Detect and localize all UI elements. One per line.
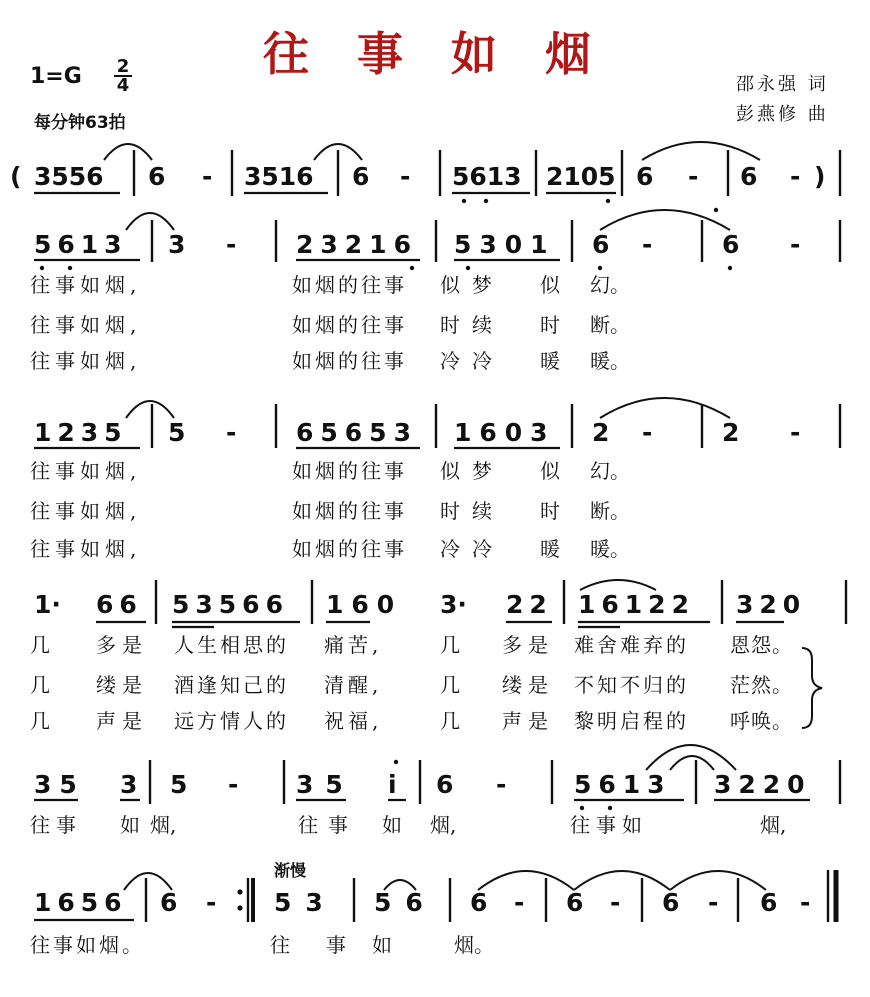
low-octave-dot [68,266,72,270]
lyricist-credit: 邵永强 词 [736,74,829,95]
lyric: 祝福, [324,709,383,733]
lyric: 如烟的往事 [292,313,407,337]
slur [670,871,766,890]
note-group: 56 [374,888,437,917]
note-group: 23216 [296,230,418,259]
lyric: 声是 [96,709,148,733]
tempo-marking: 每分钟63拍 [34,113,126,133]
note-group: 1603 [454,418,556,447]
lyric: 痛苦, [324,633,383,657]
low-octave-dot [410,266,414,270]
lyric: 往事 [30,813,82,837]
lyric: 似 [540,459,560,483]
note-group: 65653 [296,418,418,447]
note: 6 [592,230,610,259]
composer-credit: 彭燕修 曲 [736,104,829,125]
dash: - [226,230,237,259]
note: 2 [722,418,740,447]
lyric: 往事如烟, [30,273,142,297]
lyric: 暖。 [590,349,630,373]
lyric: 暖。 [590,537,630,561]
note-group: 320 [736,590,807,619]
lyric: 时 [540,499,560,523]
lyric: 烟, [760,813,787,837]
lyric: 酒逢知己的 [174,673,289,697]
lyric: 幻。 [590,273,630,297]
dash: - [688,162,699,191]
note-dotted: 3· [440,590,467,619]
slur [580,580,656,590]
low-octave-dot [728,266,732,270]
low-octave-dot [714,208,718,212]
lyric: 暖 [540,537,560,561]
lyric: 似梦 [440,273,504,297]
dash: - [496,770,507,799]
lyric: 多是 [502,633,554,657]
lyric: 似 [540,273,560,297]
note-group: 2105 [546,162,616,191]
low-octave-dot [580,806,584,810]
lyric: 断。 [590,499,630,523]
repeat-dot [237,889,242,894]
lyric: 远方情人的 [174,709,289,733]
slur [104,144,152,160]
note: 6 [160,888,178,917]
note-group: 160 [326,590,403,619]
note-group: 5613 [34,230,128,259]
lyric: 几 [30,633,50,657]
lyric: 多是 [96,633,148,657]
lyric: 往事如烟, [30,459,142,483]
slur [642,142,760,160]
dash: - [400,162,411,191]
note: 6 [352,162,370,191]
lyric: 声是 [502,709,554,733]
lyric: 几 [30,709,50,733]
slur [600,398,730,418]
note-group: 22 [506,590,553,619]
note-group: 66 [96,590,143,619]
note-group: 5301 [454,230,556,259]
lyric: 清醒, [324,673,383,697]
lyric: 往事 [298,813,358,837]
lyric: 时 [540,313,560,337]
note-group: 16122 [578,590,695,619]
lyric: 似梦 [440,459,504,483]
lyric: 烟。 [454,933,494,957]
time-denominator: 4 [116,75,130,96]
lyric: 冷冷 [440,349,504,373]
lyric: 人生相思的 [174,633,289,657]
note: 6 [470,888,488,917]
lyric: 几 [440,633,460,657]
lyric: 断。 [590,313,630,337]
dash: - [202,162,213,191]
low-octave-dot [466,266,470,270]
dash: - [708,888,719,917]
note: 2 [592,418,610,447]
song-title: 往 事 如 烟 [262,27,608,81]
slur [574,871,670,890]
lyric: 如烟的往事 [292,349,407,373]
note: 6 [566,888,584,917]
lyric: 如烟的往事 [292,499,407,523]
note: 3 [168,230,186,259]
note-group: 3220 [714,770,812,799]
paren-open: ( [10,162,22,191]
note: 6 [436,770,454,799]
low-octave-dot [598,266,602,270]
note-group: 3516 [244,162,314,191]
note-group: 3556 [34,162,104,191]
lyric: 烟, [150,813,177,837]
note-group: 53 [274,888,337,917]
slur [646,745,736,770]
note-group: 35 [296,770,355,799]
note-group: 5613 [574,770,672,799]
time-numerator: 2 [116,56,130,77]
key-label: 1=G [30,64,82,89]
lyric: 如 [120,813,140,837]
lyric: 往事如 [570,813,648,837]
note-group: 1656 [34,888,128,917]
dash: - [790,230,801,259]
repeat-dot [237,905,242,910]
lyric: 往事如烟, [30,537,142,561]
paren-close: ) [814,162,826,191]
slur [126,401,174,418]
note: 3 [120,770,138,799]
lyric: 冷冷 [440,537,504,561]
note: 6 [636,162,654,191]
dash: - [642,418,653,447]
lyric: 难舍难弃的 [574,633,689,657]
lyric: 事 [326,933,346,957]
lyric: 如烟的往事 [292,537,407,561]
lyric: 几 [440,673,460,697]
lyric: 不知不归的 [574,673,689,697]
lyric: 暖 [540,349,560,373]
lyric: 时续 [440,313,504,337]
lyric: 恩怨。 [730,633,793,657]
dash: - [790,418,801,447]
lyric: 黎明启程的 [574,709,689,733]
low-octave-dot [606,199,610,203]
lyric: 呼唤。 [730,709,793,733]
note: 5 [168,418,186,447]
lyric: 如 [382,813,402,837]
note: 6 [740,162,758,191]
slur [126,213,174,230]
slur [124,873,172,890]
slur [600,210,730,230]
note-group: 5613 [452,162,522,191]
dash: - [514,888,525,917]
note-group: 35 [34,770,85,799]
lyric: 如 [372,933,392,957]
lyric: 几 [30,673,50,697]
note: 5 [170,770,188,799]
lyric: 往事如烟。 [30,933,145,957]
dash: - [226,418,237,447]
lyric: 往 [270,933,290,957]
dash: - [206,888,217,917]
low-octave-dot [484,199,488,203]
note-high: i [388,770,397,799]
low-octave-dot [608,806,612,810]
slur [478,871,574,890]
lyric: 往事如烟, [30,349,142,373]
dash: - [228,770,239,799]
dash: - [610,888,621,917]
note: 6 [760,888,778,917]
lyric: 几 [440,709,460,733]
lyric: 幻。 [590,459,630,483]
note-group: 1235 [34,418,128,447]
lyric: 缕是 [96,673,148,697]
lyric: 茫然。 [730,673,793,697]
note: 6 [662,888,680,917]
dash: - [790,162,801,191]
dash: - [642,230,653,259]
lyric: 往事如烟, [30,499,142,523]
dash: - [800,888,811,917]
note: 6 [722,230,740,259]
slur [670,756,714,770]
note: 6 [148,162,166,191]
lyric: 烟, [430,813,457,837]
lyric-brace [802,648,822,728]
lyric: 缕是 [502,673,554,697]
low-octave-dot [40,266,44,270]
slur [384,880,416,890]
low-octave-dot [462,199,466,203]
lyric: 往事如烟, [30,313,142,337]
note-dotted: 1· [34,590,61,619]
lyric: 时续 [440,499,504,523]
lyric: 如烟的往事 [292,459,407,483]
lyric: 如烟的往事 [292,273,407,297]
note-group: 53566 [172,590,289,619]
high-octave-dot [394,760,398,764]
ritardando-marking: 渐慢 [274,861,307,880]
